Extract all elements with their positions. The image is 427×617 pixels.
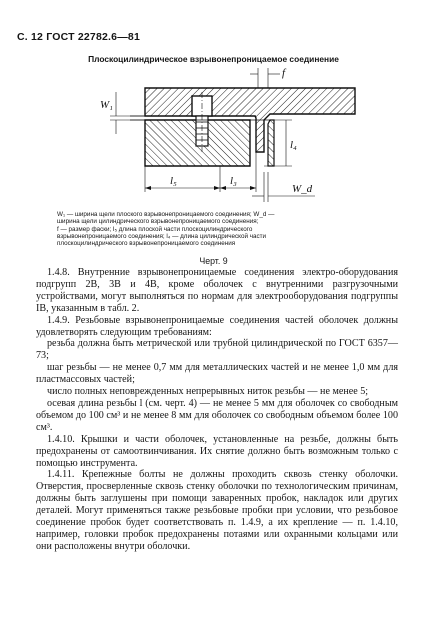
- figure-legend: [57, 211, 369, 247]
- technical-drawing: [70, 62, 360, 210]
- body-step: [268, 120, 274, 166]
- label-w1: W₁: [100, 99, 113, 111]
- page-header: С. 12 ГОСТ 22782.6—81: [17, 31, 140, 43]
- legend-line: W₁ — ширина щели плоского взрывонепроницаемого соединения; W_d —: [57, 211, 275, 218]
- paragraph: шаг резьбы — не менее 0,7 мм для металлических частей и не менее 1,0 мм для пластмассовых частей;: [36, 362, 398, 386]
- body-text: [36, 267, 398, 553]
- paragraph: 1.4.9. Резьбовые взрывонепроницаемые соединения частей оболочек должны удовлетворять следующим требованиям:: [36, 314, 398, 338]
- figure-caption: Черт. 9: [199, 256, 228, 266]
- legend-line: плоскоцилиндрического взрывонепроницаемого соединения: [57, 240, 236, 248]
- paragraph: 1.4.8. Внутренние взрывонепроницаемые соединения электро-оборудования подгрупп 2В, 3В и 4В, кроме оболочек с внутренними разгрузочными устройствами, могут выполняться по нормам для электрооборудования подгруппы ІВ, указанным в табл. 2.: [36, 267, 398, 314]
- paragraph: резьба должна быть метрической или трубной цилиндрической по ГОСТ 6357—73;: [36, 338, 398, 362]
- label-l3: l₃: [230, 175, 237, 187]
- paragraph: 1.4.11. Крепежные болты не должны проходить сквозь стенку оболочки. Отверстия, просверленные сквозь стенку оболочки по технологическим причинам, должны быть заглушены при помощи заваренных пробок, накладок или других деталей. Могут применяться также резьбовые пробки при условии, что резьбовое соединение пробок будет соответствовать п. 1.4.9, а их крепление — п. 1.4.10, например, головки пробок предохранены потаями или охранными кольцами или они расположены внутри оболочки.: [36, 469, 398, 552]
- figure-title: Плоскоцилиндрическое взрывонепроницаемое соединение: [88, 54, 339, 64]
- paragraph: осевая длина резьбы l (см. черт. 4) — не менее 5 мм для оболочек со свободным объемом до 100 см³ и не менее 8 мм для оболочек со свободным объемом более 100 см³.: [36, 397, 398, 433]
- label-l5: l₅: [170, 175, 177, 187]
- paragraph: 1.4.10. Крышки и части оболочек, установленные на резьбе, должны быть предохранены от самоотвинчивания. Их снятие должно быть возможным только с помощью инструмента.: [36, 433, 398, 469]
- paragraph: число полных неповрежденных непрерывных ниток резьбы — не менее 5;: [47, 386, 369, 398]
- label-f: f: [282, 67, 286, 79]
- legend-line: взрывонепроницаемого соединения; l₄ — длина цилиндрической части: [57, 232, 267, 240]
- legend-line: f — размер фаски; l₅ длина плоской части плоскоцилиндрического: [57, 225, 253, 233]
- label-wd: W_d: [292, 183, 313, 195]
- label-l4: l₄: [290, 139, 297, 151]
- legend-line: ширина щели цилиндрического взрывонепроницаемого соединения;: [57, 218, 259, 226]
